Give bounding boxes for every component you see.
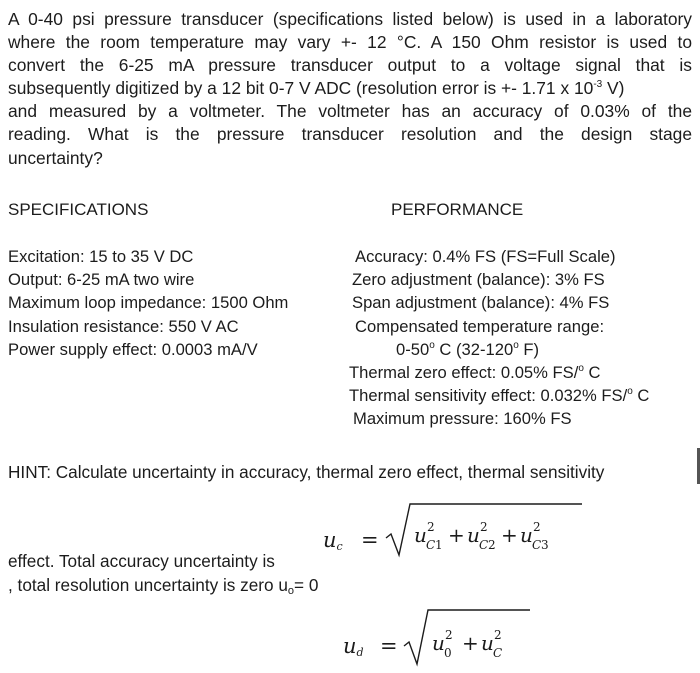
hint-line-1: HINT: Calculate uncertainty in accuracy, thermal zero effect, thermal sensitivity bbox=[8, 462, 605, 482]
svg-text:2: 2 bbox=[488, 538, 496, 552]
problem-line-4: subsequently digitized by a 12 bit 0-7 V ADC (resolution error is +- 1.71 x $10^{-3}$ V) bbox=[8, 78, 625, 99]
svg-text:C: C bbox=[426, 538, 436, 552]
perf-compensated-range: Compensated temperature range: bbox=[355, 316, 605, 336]
spec-insulation: Insulation resistance: 550 V AC bbox=[8, 316, 239, 336]
hint-line-2: effect. Total accuracy uncertainty is bbox=[8, 551, 275, 571]
svg-text:2: 2 bbox=[445, 628, 453, 642]
specifications-heading: SPECIFICATIONS bbox=[8, 200, 149, 219]
svg-text:C: C bbox=[493, 646, 503, 660]
performance-list bbox=[349, 245, 650, 431]
spec-loop-impedance: Maximum loop impedance: 1500 Ohm bbox=[8, 293, 289, 313]
uc-lhs: $u_c$ bbox=[323, 528, 343, 553]
svg-text:2: 2 bbox=[427, 520, 435, 534]
problem-line-6: reading. What is the pressure transducer resolution and the design stage bbox=[8, 124, 692, 145]
problem-statement bbox=[8, 8, 692, 170]
svg-text:+: + bbox=[448, 523, 465, 547]
svg-text:u: u bbox=[432, 631, 445, 655]
perf-zero-adjustment: Zero adjustment (balance): 3% FS bbox=[352, 270, 605, 290]
perf-thermal-sensitivity: Thermal sensitivity effect: 0.032% FS/$^o$ C bbox=[349, 386, 650, 406]
uc-equals: = bbox=[361, 528, 379, 552]
perf-thermal-zero: Thermal zero effect: 0.05% FS/$^o$ C bbox=[349, 363, 601, 383]
exponent: -3 bbox=[593, 79, 603, 91]
svg-text:u: u bbox=[481, 631, 494, 655]
svg-text:0: 0 bbox=[444, 646, 452, 660]
svg-text:2: 2 bbox=[480, 520, 488, 534]
problem-line-1: A 0-40 psi pressure transducer (specifications listed below) is used in a laboratory bbox=[8, 9, 692, 29]
problem-line-2: where the room temperature may vary +- 12 °C. A 150 Ohm resistor is used to bbox=[8, 32, 692, 53]
problem-line-3: convert the 6-25 mA pressure transducer output to a voltage signal that is bbox=[8, 55, 692, 76]
spec-excitation: Excitation: 15 to 35 V DC bbox=[8, 247, 194, 266]
problem-line-5: and measured by a voltmeter. The voltmeter has an accuracy of 0.03% of the bbox=[8, 101, 692, 122]
svg-text:C: C bbox=[479, 538, 489, 552]
perf-max-pressure: Maximum pressure: 160% FS bbox=[353, 409, 572, 429]
spec-power-supply-effect: Power supply effect: 0.0003 mA/V bbox=[8, 339, 258, 359]
svg-text:+: + bbox=[501, 523, 518, 547]
svg-text:3: 3 bbox=[541, 538, 549, 552]
ud-lhs: $u_d$ bbox=[343, 634, 364, 659]
perf-span-adjustment: Span adjustment (balance): 4% FS bbox=[352, 293, 610, 313]
ud-radical bbox=[402, 606, 532, 668]
svg-text:2: 2 bbox=[494, 628, 502, 642]
ud-equals: = bbox=[380, 634, 398, 658]
svg-text:+: + bbox=[462, 631, 479, 655]
performance-heading: PERFORMANCE bbox=[391, 200, 524, 219]
svg-text:2: 2 bbox=[533, 520, 541, 534]
svg-text:u: u bbox=[520, 523, 533, 547]
uc-radical bbox=[384, 500, 584, 560]
spec-output: Output: 6-25 mA two wire bbox=[8, 270, 195, 290]
hint-line-3: , total resolution uncertainty is zero $u_o= 0$ bbox=[8, 575, 319, 597]
svg-text:1: 1 bbox=[435, 538, 443, 552]
perf-range-values: 0-50$^o$ C (32-120$^o$ F) bbox=[396, 339, 540, 359]
problem-line-7: uncertainty? bbox=[8, 147, 103, 168]
svg-text:u: u bbox=[414, 523, 427, 547]
svg-text:C: C bbox=[532, 538, 542, 552]
perf-accuracy: Accuracy: 0.4% FS (FS=Full Scale) bbox=[355, 247, 616, 266]
specifications-list bbox=[8, 245, 288, 361]
svg-text:u: u bbox=[467, 523, 480, 547]
